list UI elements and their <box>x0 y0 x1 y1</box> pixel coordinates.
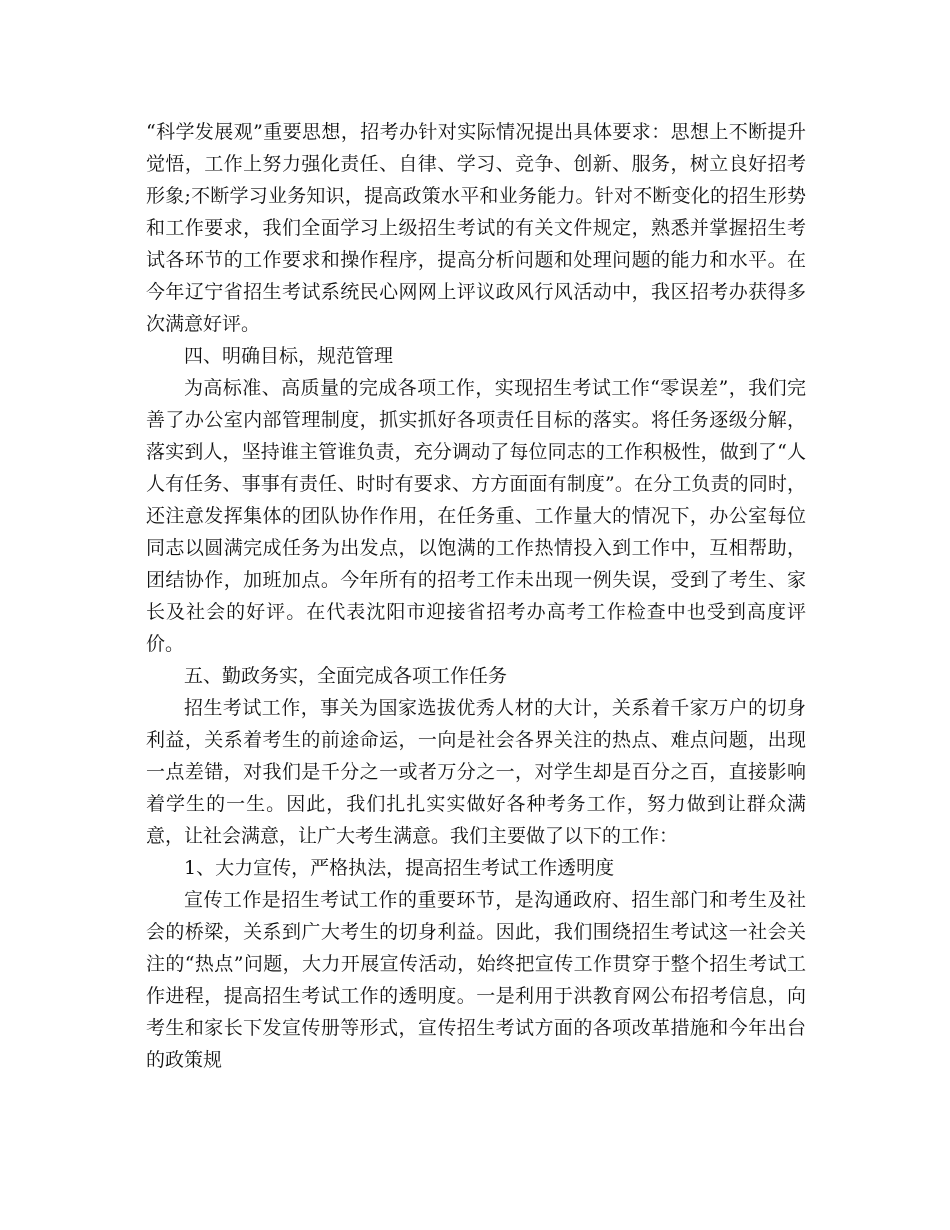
paragraph-exam-work: 招生考试工作，事关为国家选拔优秀人材的大计，关系着千家万户的切身利益，关系着考生的前途命运，一向是社会各界关注的热点、难点问题，出现一点差错，对我们是千分之一或者万分之一，对学生却是百分之百，直接影响着学生的一生。因此，我们扎扎实实做好各种考务工作，努力做到让群众满意，让社会满意，让广大考生满意。我们主要做了以下的工作： <box>146 697 806 847</box>
section-heading-4: 四、明确目标，规范管理 <box>184 345 394 367</box>
paragraph-continued: “科学发展观”重要思想，招考办针对实际情况提出具体要求：思想上不断提升觉悟，工作上努力强化责任、自律、学习、竞争、创新、服务，树立良好招考形象;不断学习业务知识，提高政策水平和业务能力。针对不断变化的招生形势和工作要求，我们全面学习上级招生考试的有关文件规定，熟悉并掌握招生考试各环节的工作要求和操作程序，提高分析问题和处理问题的能力和水平。在今年辽宁省招生考试系统民心网网上评议政风行风活动中，我区招考办获得多次满意好评。 <box>146 121 806 335</box>
paragraph-management: 为高标准、高质量的完成各项工作，实现招生考试工作“零误差”，我们完善了办公室内部管理制度，抓实抓好各项责任目标的落实。将任务逐级分解，落实到人，坚持谁主管谁负责，充分调动了每位同志的工作积极性，做到了“人人有任务、事事有责任、时时有要求、方方面面有制度”。在分工负责的同时，还注意发挥集体的团队协作作用，在任务重、工作量大的情况下，办公室每位同志以圆满完成任务为出发点，以饱满的工作热情投入到工作中，互相帮助，团结协作，加班加点。今年所有的招考工作未出现一例失误，受到了考生、家长及社会的好评。在代表沈阳市迎接省招考办高考工作检查中也受到高度评价。 <box>146 377 806 655</box>
document-body <box>146 116 806 1076</box>
subsection-heading-1: 1、大力宣传，严格执法，提高招生考试工作透明度 <box>184 857 615 879</box>
section-heading-5: 五、勤政务实，全面完成各项工作任务 <box>184 665 508 687</box>
paragraph-publicity: 宣传工作是招生考试工作的重要环节，是沟通政府、招生部门和考生及社会的桥梁，关系到广大考生的切身利益。因此，我们围绕招生考试这一社会关注的“热点”问题，大力开展宣传活动，始终把宣传工作贯穿于整个招生考试工作进程，提高招生考试工作的透明度。一是利用于洪教育网公布招考信息，向考生和家长下发宣传册等形式，宣传招生考试方面的各项改革措施和今年出台的政策规 <box>146 889 806 1071</box>
